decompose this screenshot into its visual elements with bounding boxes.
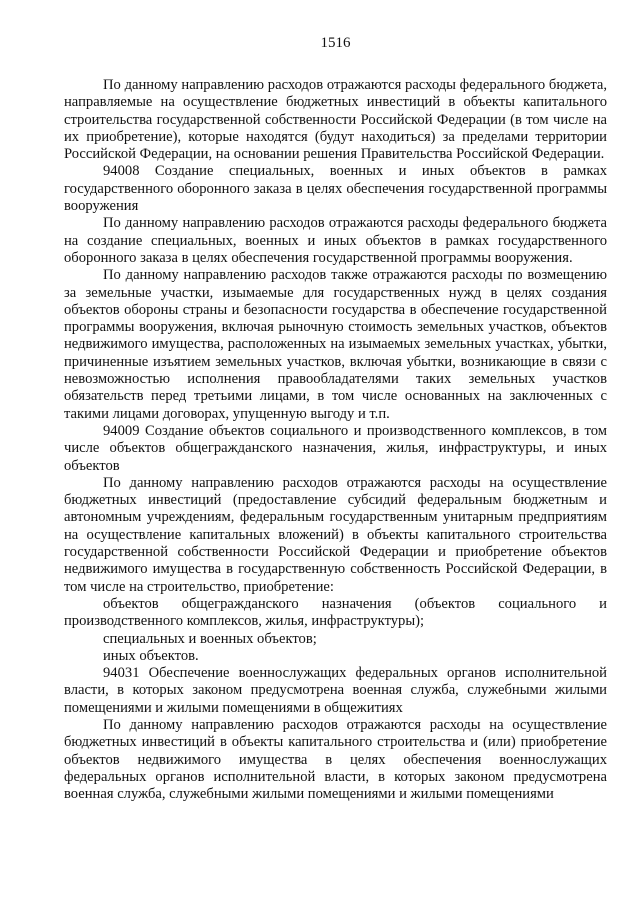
paragraph-94031-description: По данному направлению расходов отражаются расходы на осуществление бюджетных инвестиций в объекты капитального строительства и (или) приобретение объектов недвижимого имущества в целях обеспечения военнослужащих федеральных органов исполнительной власти, в которых законом предусмотрена военная служба, служебными жилыми помещениями и жилыми помещениями <box>64 716 607 803</box>
list-item-other-objects: иных объектов. <box>103 647 199 664</box>
paragraph-94008-land-compensation: По данному направлению расходов также отражаются расходы по возмещению за земельные участки, изымаемые для государственных нужд в целях создания объектов обороны страны и безопасности государства в обеспечение государственной программы вооружения, включая рыночную стоимость земельных участков, объектов недвижимого имущества, расположенных на изымаемых земельных участках, убытки, причиненные изъятием земельных участков, включая убытки, возникающие в связи с невозможностью исполнения правообладателями таких земельных участков обязательств перед третьими лицами, в том числе основанных на заключенных с такими лицами договорах, упущенную выгоду и т.п. <box>64 267 607 422</box>
heading-94031: 94031 Обеспечение военнослужащих федеральных органов исполнительной власти, в которых законом предусмотрена военная служба, служебными жилыми помещениями и жилыми помещениями в общежитиях <box>64 665 607 716</box>
list-item-military-objects: специальных и военных объектов; <box>103 630 317 647</box>
paragraph-94009-description: По данному направлению расходов отражаются расходы на осуществление бюджетных инвестиций (предоставление субсидий федеральным бюджетным и автономным учреждениям, федеральным государственным унитарным предприятиям на осуществление капитальных вложений) в объекты капитального строительства государственной собственности Российской Федерации и приобретение объектов недвижимого имущества в государственную собственность Российской Федерации, в том числе на строительство, приобретение: <box>64 474 607 595</box>
paragraph-intro-foreign-investments: По данному направлению расходов отражаются расходы федерального бюджета, направляемые на осуществление бюджетных инвестиций в объекты капитального строительства государственной собственности Российской Федерации (в том числе на их приобретение), которые находятся (будут находиться) за пределами территории Российской Федерации, на основании решения Правительства Российской Федерации. <box>64 77 607 163</box>
heading-94009: 94009 Создание объектов социального и производственного комплексов, в том числе объектов общегражданского назначения, жилья, инфраструктуры, и иных объектов <box>64 422 607 474</box>
list-item-civil-objects: объектов общегражданского назначения (объектов социального и производственного комплексов, жилья, инфраструктуры); <box>64 595 607 630</box>
paragraph-94008-description: По данному направлению расходов отражаются расходы федерального бюджета на создание специальных, военных и иных объектов в рамках государственного оборонного заказа в целях обеспечения государственной программы вооружения. <box>64 215 607 266</box>
page-number: 1516 <box>320 35 351 51</box>
heading-94008: 94008 Создание специальных, военных и иных объектов в рамках государственного оборонного заказа в целях обеспечения государственной программы вооружения <box>64 163 607 215</box>
